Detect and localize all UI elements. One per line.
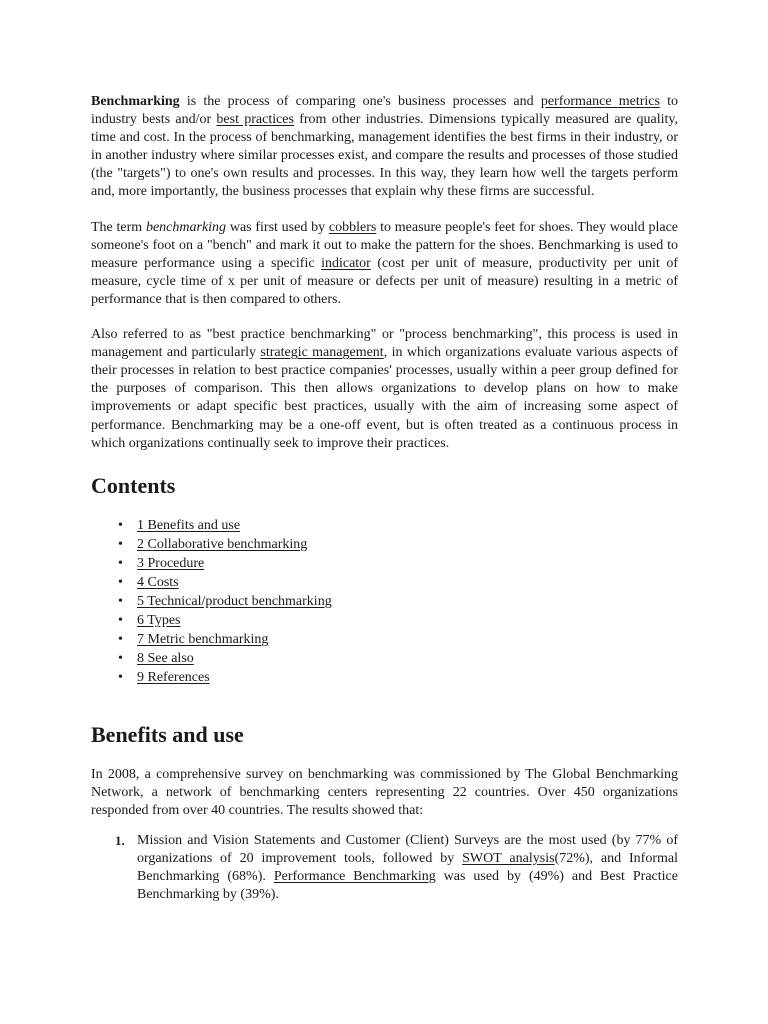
toc-link-metric-benchmarking[interactable]: 7 Metric benchmarking [137, 632, 269, 648]
toc-item [118, 611, 678, 630]
bullet-icon: • [118, 574, 123, 590]
toc-link-see-also[interactable]: 8 See also [137, 651, 194, 667]
toc-item [118, 554, 678, 573]
toc-item [118, 573, 678, 592]
bullet-icon: • [118, 594, 123, 610]
link-performance-benchmarking[interactable]: Performance Benchmarking [273, 869, 436, 884]
origin-paragraph [91, 219, 678, 309]
origin-text-2: was first used by [226, 219, 329, 235]
bullet-icon: • [118, 632, 123, 648]
toc-link-costs[interactable]: 4 Costs [137, 574, 179, 590]
toc-item [118, 649, 678, 668]
toc-link-collaborative-benchmarking[interactable]: 2 Collaborative benchmarking [137, 536, 308, 552]
bullet-icon: • [118, 670, 123, 686]
bullet-icon: • [118, 613, 123, 629]
list-item [115, 832, 678, 904]
origin-text-1: The term [91, 219, 146, 235]
toc-link-types[interactable]: 6 Types [137, 613, 181, 629]
list-number: 1. [115, 832, 125, 848]
benefits-paragraph: In 2008, a comprehensive survey on benchmarking was commissioned by The Global Benchmarking Network, a network of benchmarking centers representing 22 countries. Over 450 organizations responded from over 40 countries. The results showed that: [91, 766, 678, 818]
origin-text-3: to measure people's feet for shoes. They would place someone's foot on a "bench" and mark it out to make the pattern for the shoes. Benchmarking is used to measure performance using a specific [91, 219, 679, 271]
origin-text-4: (cost per unit of measure, productivity per unit of measure, cycle time of x per unit of measure or defects per unit of measure) resulting in a metric of performance that is then compared to others. [91, 255, 678, 307]
intro-paragraph [91, 93, 678, 202]
intro-text-3: from other industries. Dimensions typically measured are quality, time and cost. In the process of benchmarking, management identifies the best firms in their industry, or in another industry where similar processes exist, and compare the results and processes of those studied (the "targets") to one's own results and processes. In this way, they learn how well the targets perform and, more importantly, the business processes that explain why these firms are successful. [91, 112, 679, 200]
term-benchmarking: Benchmarking [91, 94, 180, 109]
intro-text-1: is the process of comparing one's business processes and [179, 94, 541, 109]
toc-link-technical-product-benchmarking[interactable]: 5 Technical/product benchmarking [137, 594, 332, 610]
toc-item [118, 630, 678, 649]
intro-text-2: to industry bests and/or [91, 94, 678, 128]
link-best-practices[interactable]: best practices [216, 112, 294, 128]
toc-link-benefits-and-use[interactable]: 1 Benefits and use [137, 517, 241, 533]
bullet-icon: • [118, 517, 123, 533]
bullet-icon: • [118, 536, 123, 552]
bullet-icon: • [118, 651, 123, 667]
toc-link-references[interactable]: 9 References [137, 670, 210, 686]
link-cobblers[interactable]: cobblers [328, 219, 377, 235]
link-strategic-management[interactable]: strategic management [260, 345, 384, 361]
also-text-1: Also referred to as "best practice benchmarking" or "process benchmarking", this process is used in management and particularly [91, 327, 678, 361]
contents-heading: Contents [91, 472, 176, 498]
also-paragraph [91, 326, 678, 453]
survey-results-list [91, 832, 678, 904]
term-benchmarking-italic: benchmarking [145, 219, 227, 235]
benefits-heading: Benefits and use [91, 721, 244, 747]
bullet-icon: • [118, 555, 123, 571]
link-indicator[interactable]: indicator [321, 255, 371, 271]
link-swot-analysis[interactable]: SWOT analysis [462, 850, 555, 866]
toc-item [118, 535, 678, 554]
toc-item [118, 668, 678, 687]
toc-link-procedure[interactable]: 3 Procedure [137, 555, 205, 571]
toc-item [118, 516, 678, 535]
table-of-contents [91, 516, 678, 688]
toc-item [118, 592, 678, 611]
item1-text-3: was used by (49%) and Best Practice Benchmarking by (39%). [137, 869, 678, 903]
link-performance-metrics[interactable]: performance metrics [540, 94, 660, 109]
item1-text-1: Mission and Vision Statements and Customer (Client) Surveys are the most used (by 77% of organizations of 20 improvement tools, followed by [137, 832, 678, 866]
item1-text-2: (72%), and Informal Benchmarking (68%). [137, 850, 678, 884]
also-text-2: , in which organizations evaluate various aspects of their processes in relation to best practice companies' processes, usually within a peer group defined for the purposes of comparison. This then allows organizations to develop plans on how to make improvements or adapt specific best practices, usually with the aim of increasing some aspect of performance. Benchmarking may be a one-off event, but is often treated as a continuous process in which organizations continually seek to improve their practices. [91, 345, 678, 451]
